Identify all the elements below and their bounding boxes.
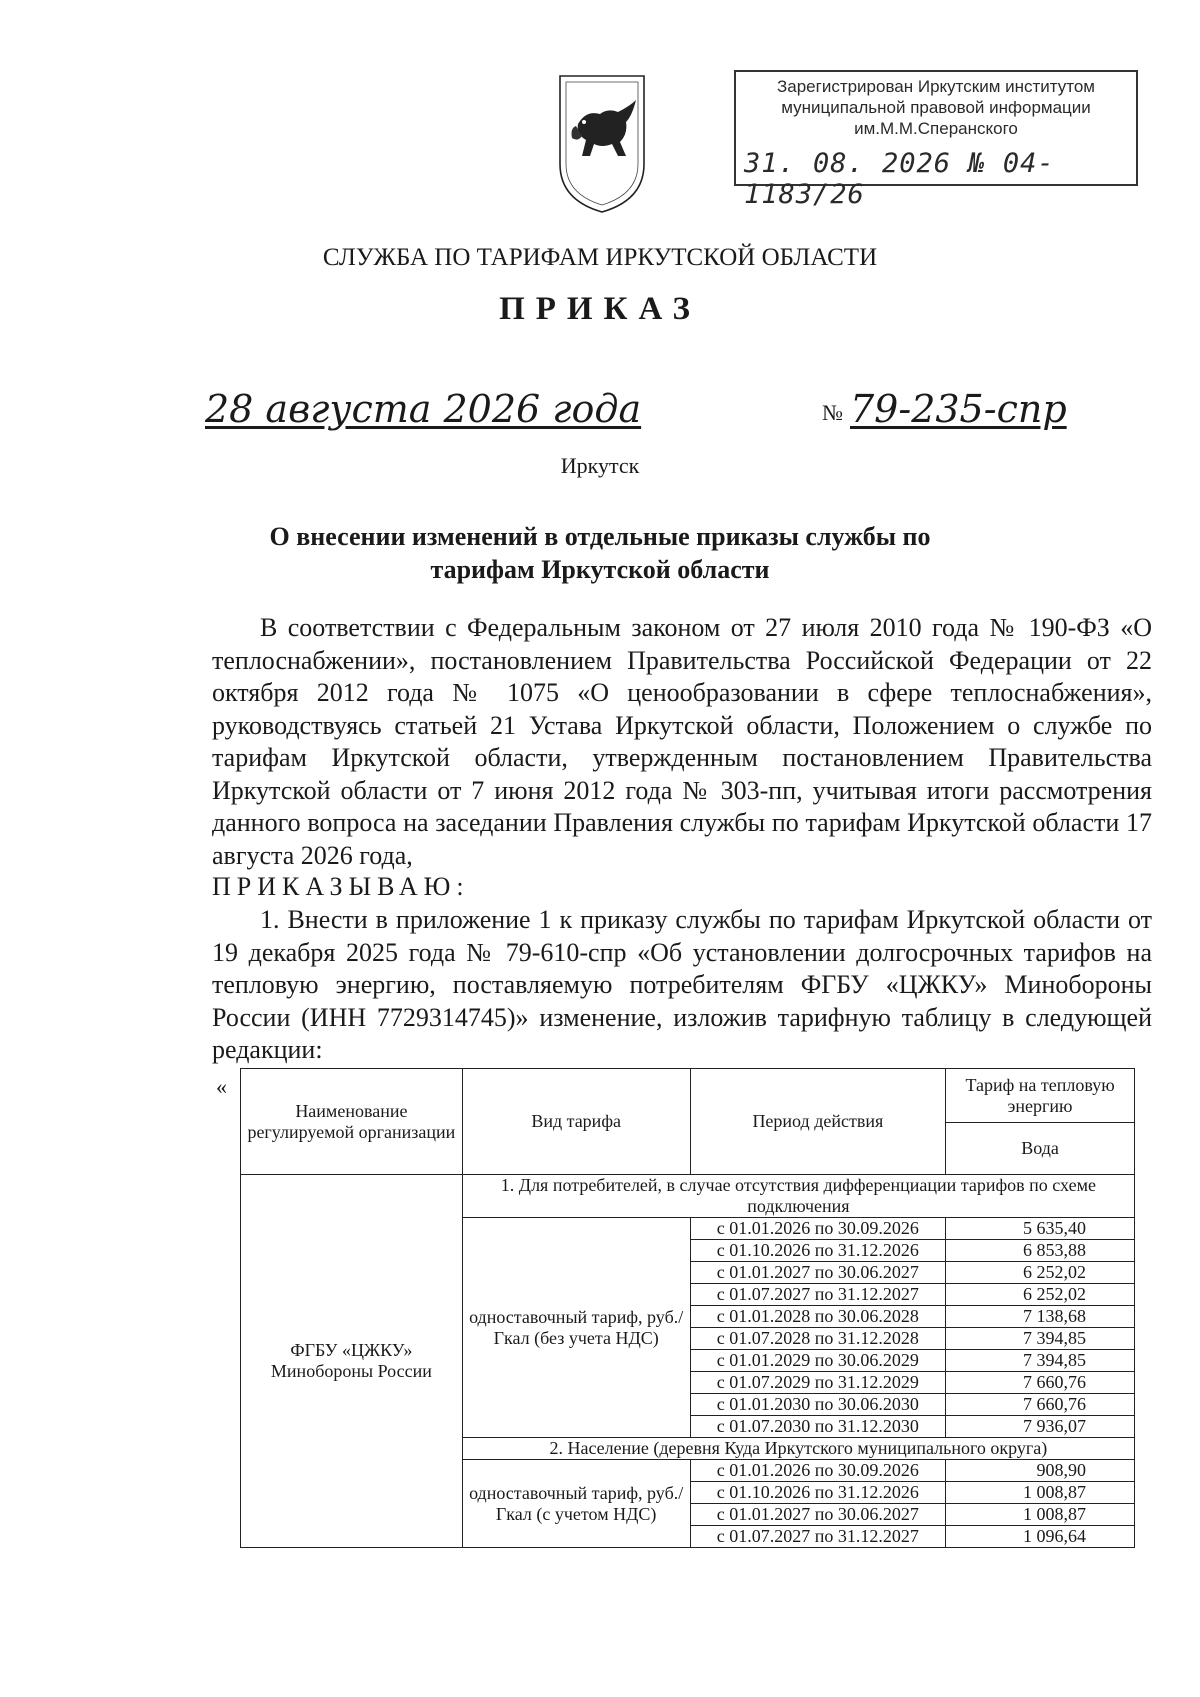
opening-quote: « [216,1074,227,1099]
section-1-tariff-type: одноставочный тариф, руб./Гкал (без учета НДС) [462,1218,690,1438]
header-org: Наименование регулируемой организации [241,1069,463,1175]
document-number: 79-235-спр [850,387,1067,431]
period-cell: с 01.01.2028 по 30.06.2028 [690,1306,946,1328]
stamp-registration-number: 31. 08. 2026 № 04-1183/26 [744,148,1055,210]
document-heading: О внесении изменений в отдельные приказы службы по тарифам Иркутской области [269,522,931,584]
value-cell: 5 635,40 [946,1218,1135,1240]
value-cell: 1 096,64 [946,1526,1135,1548]
org-name-cell: ФГБУ «ЦЖКУ» Минобороны России [241,1175,463,1548]
header-water: Вода [946,1123,1135,1175]
stamp-line-3: им.М.М.Сперанского [854,119,1018,138]
period-cell: с 01.01.2029 по 30.06.2029 [690,1350,946,1372]
value-cell: 908,90 [946,1460,1135,1482]
value-cell: 1 008,87 [946,1482,1135,1504]
value-cell: 7 138,68 [946,1306,1135,1328]
value-cell: 7 394,85 [946,1328,1135,1350]
section-1-title: 1. Для потребителей, в случае отсутствия дифференциации тарифов по схеме подключения [462,1175,1134,1218]
period-cell: с 01.01.2027 по 30.06.2027 [690,1504,946,1526]
clause-1-text: 1. Внести в приложение 1 к приказу службы по тарифам Иркутской области от 19 декабря 2025 года № 79-610-спр «Об установлении долгосрочных тарифов на тепловую энергию, поставляемую потребителям ФГБУ «ЦЖКУ» Минобороны России (ИНН 7729314745)» изменение, изложив тарифную таблицу в следующей редакции: [212,905,1152,1064]
document-title: ПРИКАЗ [499,291,701,327]
organization-name: СЛУЖБА ПО ТАРИФАМ ИРКУТСКОЙ ОБЛАСТИ [322,244,878,271]
preamble-text: В соответствии с Федеральным законом от 27 июля 2010 года № 190-ФЗ «О теплоснабжении», постановлением Правительства Российской Федерации от 22 октября 2012 года № 1075 «О ценообразовании в сфере теплоснабжения», руководствуясь статьей 21 Устава Иркутской области, Положением о службе по тарифам Иркутской области, утвержденным постановлением Правительства Иркутской области от 7 июня 2012 года № 303-пп, учитывая итоги рассмотрения данного вопроса на заседании Правления службы по тарифам Иркутской области 17 августа 2026 года, [212,613,1152,870]
section-2-tariff-type: одноставочный тариф, руб./Гкал (с учетом НДС) [462,1460,690,1548]
period-cell: с 01.01.2027 по 30.06.2027 [690,1262,946,1284]
period-cell: с 01.07.2030 по 31.12.2030 [690,1416,946,1438]
value-cell: 7 936,07 [946,1416,1135,1438]
period-cell: с 01.01.2026 по 30.09.2026 [690,1218,946,1240]
document-city: Иркутск [560,453,640,478]
value-cell: 7 660,76 [946,1394,1135,1416]
stamp-line-1: Зарегистрирован Иркутским институтом [776,77,1095,96]
period-cell: с 01.10.2026 по 31.12.2026 [690,1482,946,1504]
value-cell: 7 394,85 [946,1350,1135,1372]
period-cell: с 01.07.2029 по 31.12.2029 [690,1372,946,1394]
period-cell: с 01.01.2026 по 30.09.2026 [690,1460,946,1482]
order-word: ПРИКАЗЫВАЮ: [212,872,470,901]
period-cell: с 01.07.2027 по 31.12.2027 [690,1526,946,1548]
value-cell: 6 252,02 [946,1284,1135,1306]
header-tariff-type: Вид тарифа [462,1069,690,1175]
preamble-paragraph [212,612,1152,872]
value-cell: 6 252,02 [946,1262,1135,1284]
period-cell: с 01.07.2027 по 31.12.2027 [690,1284,946,1306]
clause-1-paragraph [212,904,1152,1067]
stamp-line-2: муниципальной правовой информации [781,98,1091,117]
period-cell: с 01.01.2030 по 30.06.2030 [690,1394,946,1416]
period-cell: с 01.07.2028 по 31.12.2028 [690,1328,946,1350]
irkutsk-coat-of-arms-icon [556,72,648,214]
value-cell: 6 853,88 [946,1240,1135,1262]
document-date: 28 августа 2026 года [205,387,642,431]
period-cell: с 01.10.2026 по 31.12.2026 [690,1240,946,1262]
value-cell: 7 660,76 [946,1372,1135,1394]
value-cell: 1 008,87 [946,1504,1135,1526]
header-tariff: Тариф на тепловую энергию [946,1069,1135,1123]
registration-stamp [734,70,1138,210]
section-2-title: 2. Население (деревня Куда Иркутского муниципального округа) [462,1438,1134,1460]
header-period: Период действия [690,1069,946,1175]
tariff-table [240,1068,1135,1548]
number-label: № [822,400,843,425]
